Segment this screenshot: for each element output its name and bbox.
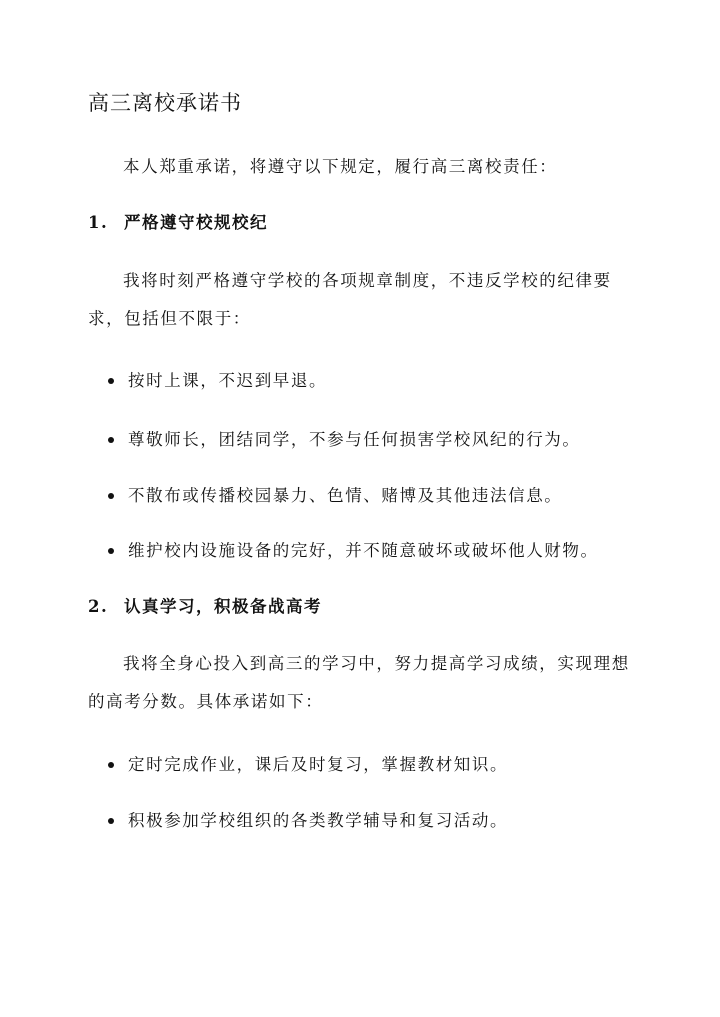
bullet-icon (108, 437, 114, 443)
list-item (108, 483, 562, 509)
document-title: 高三离校承诺书 (88, 91, 242, 115)
section-1-title: 严格遵守校规校纪 (124, 213, 268, 232)
bullet-icon (108, 378, 114, 384)
section-1-heading (88, 210, 268, 236)
list-item-text: 维护校内设施设备的完好，并不随意破坏或破坏他人财物。 (128, 541, 599, 560)
list-item (108, 368, 327, 394)
list-item (108, 752, 508, 778)
section-1-number: 1. (88, 213, 109, 232)
list-item-text: 尊敬师长，团结同学，不参与任何损害学校风纪的行为。 (128, 430, 581, 449)
list-item-text: 积极参加学校组织的各类教学辅导和复习活动。 (128, 811, 509, 830)
section-2-title: 认真学习，积极备战高考 (124, 597, 322, 616)
list-item (108, 538, 599, 564)
section-2-heading (88, 594, 322, 620)
list-item-text: 按时上课，不迟到早退。 (128, 371, 328, 390)
section-2-paragraph: 我将全身心投入到高三的学习中，努力提高学习成绩，实现理想的高考分数。具体承诺如下： (88, 654, 630, 711)
intro-paragraph: 本人郑重承诺，将遵守以下规定，履行高三离校责任： (123, 157, 558, 176)
bullet-icon (108, 493, 114, 499)
bullet-icon (108, 548, 114, 554)
section-2-number: 2. (88, 597, 109, 616)
list-item (108, 427, 581, 453)
list-item-text: 不散布或传播校园暴力、色情、赌博及其他违法信息。 (128, 486, 563, 505)
list-item (108, 808, 508, 834)
bullet-icon (108, 762, 114, 768)
section-1-paragraph: 我将时刻严格遵守学校的各项规章制度，不违反学校的纪律要求，包括但不限于： (88, 271, 612, 328)
list-item-text: 定时完成作业，课后及时复习，掌握教材知识。 (128, 755, 509, 774)
bullet-icon (108, 818, 114, 824)
